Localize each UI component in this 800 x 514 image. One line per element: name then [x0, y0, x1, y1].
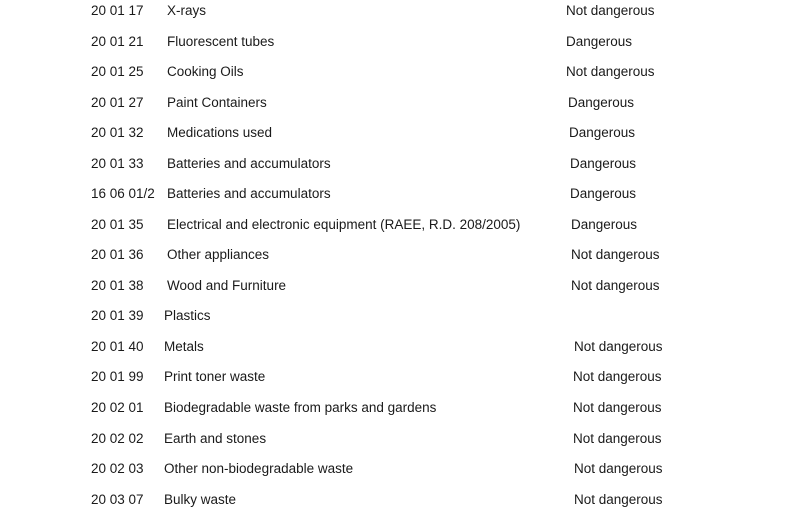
waste-description: Fluorescent tubes	[167, 34, 275, 49]
hazard-status: Not dangerous	[571, 247, 660, 262]
table-row	[0, 122, 800, 144]
waste-description: X-rays	[167, 3, 207, 18]
table-row	[0, 92, 800, 114]
waste-description: Batteries and accumulators	[167, 186, 331, 201]
waste-code: 20 02 02	[91, 431, 144, 446]
table-row	[0, 275, 800, 297]
waste-description: Other appliances	[167, 247, 270, 262]
waste-code: 20 03 07	[91, 492, 144, 507]
table-row	[0, 61, 800, 83]
table-row	[0, 366, 800, 388]
table-row	[0, 244, 800, 266]
waste-code: 20 01 32	[91, 125, 144, 140]
hazard-status: Not dangerous	[571, 278, 660, 293]
waste-description: Biodegradable waste from parks and gardens	[164, 400, 437, 415]
hazard-status: Not dangerous	[574, 461, 663, 476]
waste-code: 20 01 99	[91, 369, 144, 384]
waste-code: 20 01 27	[91, 95, 144, 110]
waste-code: 20 01 25	[91, 64, 144, 79]
table-row	[0, 458, 800, 480]
waste-code: 16 06 01/2	[91, 186, 155, 201]
waste-description: Other non-biodegradable waste	[164, 461, 354, 476]
waste-code: 20 01 17	[91, 3, 144, 18]
waste-code: 20 01 38	[91, 278, 144, 293]
hazard-status: Dangerous	[569, 125, 636, 140]
waste-code: 20 01 36	[91, 247, 144, 262]
waste-code: 20 01 40	[91, 339, 144, 354]
table-row	[0, 305, 800, 327]
waste-description: Print toner waste	[164, 369, 266, 384]
hazard-status: Dangerous	[568, 95, 635, 110]
hazard-status: Dangerous	[570, 156, 637, 171]
table-row	[0, 0, 800, 22]
waste-description: Wood and Furniture	[167, 278, 287, 293]
waste-description: Cooking Oils	[167, 64, 244, 79]
waste-description: Metals	[164, 339, 204, 354]
waste-code: 20 01 33	[91, 156, 144, 171]
table-row	[0, 428, 800, 450]
hazard-status: Not dangerous	[573, 431, 662, 446]
waste-description: Electrical and electronic equipment (RAEE, R.D. 208/2005)	[167, 217, 521, 232]
table-row	[0, 214, 800, 236]
waste-description: Bulky waste	[164, 492, 237, 507]
table-row	[0, 153, 800, 175]
waste-code: 20 01 35	[91, 217, 144, 232]
waste-description: Medications used	[167, 125, 273, 140]
hazard-status: Not dangerous	[566, 64, 655, 79]
hazard-status: Not dangerous	[573, 400, 662, 415]
waste-code: 20 02 01	[91, 400, 144, 415]
waste-code: 20 02 03	[91, 461, 144, 476]
hazard-status: Dangerous	[566, 34, 633, 49]
waste-description: Batteries and accumulators	[167, 156, 331, 171]
waste-description: Earth and stones	[164, 431, 267, 446]
waste-code: 20 01 21	[91, 34, 144, 49]
hazard-status: Not dangerous	[573, 369, 662, 384]
hazard-status: Not dangerous	[574, 492, 663, 507]
table-row	[0, 31, 800, 53]
hazard-status: Dangerous	[570, 186, 637, 201]
table-row	[0, 336, 800, 358]
waste-description: Plastics	[164, 308, 211, 323]
waste-code: 20 01 39	[91, 308, 144, 323]
table-row	[0, 183, 800, 205]
hazard-status: Dangerous	[571, 217, 638, 232]
waste-description: Paint Containers	[167, 95, 267, 110]
table-row	[0, 397, 800, 419]
table-row	[0, 489, 800, 511]
hazard-status: Not dangerous	[566, 3, 655, 18]
hazard-status: Not dangerous	[574, 339, 663, 354]
